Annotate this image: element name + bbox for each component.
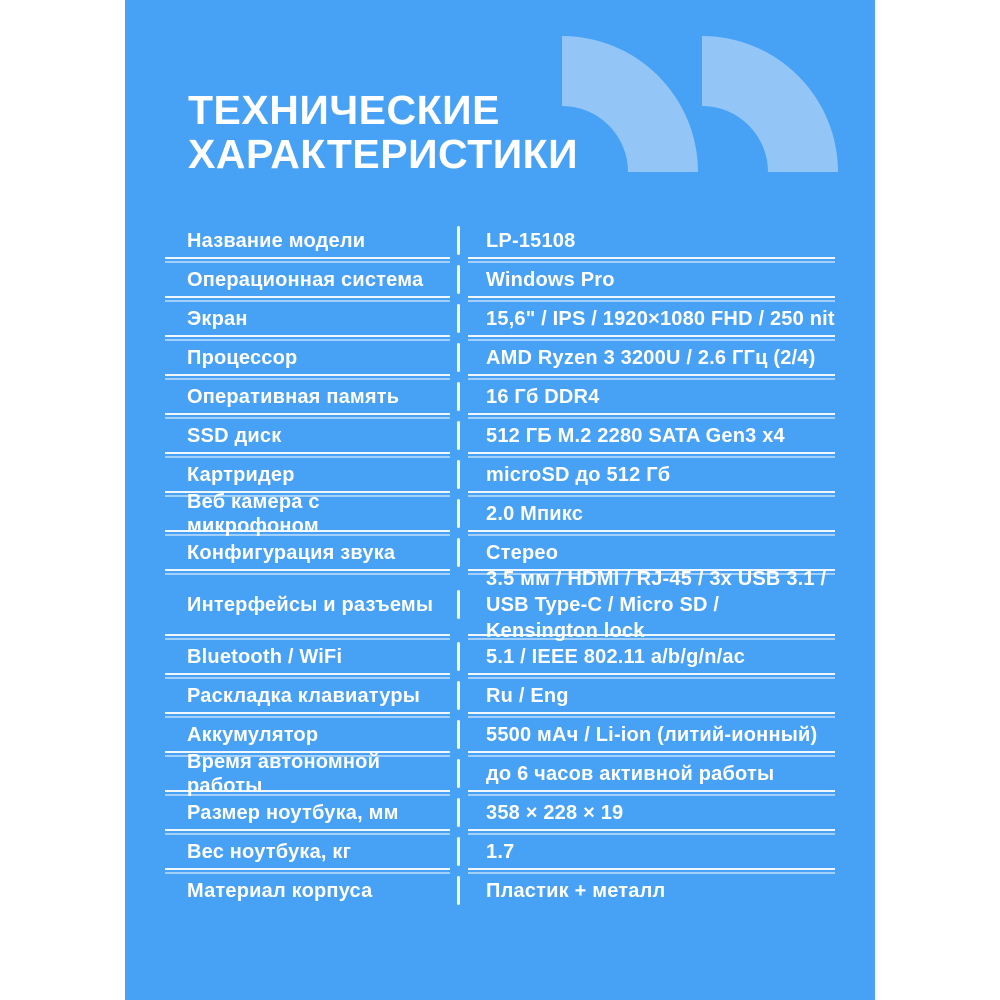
row-separator-right bbox=[468, 634, 835, 640]
spec-value: 16 Гб DDR4 bbox=[486, 385, 600, 408]
spec-label: Процессор bbox=[187, 346, 298, 369]
row-separator-left bbox=[165, 712, 450, 718]
spec-table bbox=[165, 224, 835, 907]
spec-label: SSD диск bbox=[187, 424, 282, 447]
row-separator-left bbox=[165, 335, 450, 341]
spec-value-line: 3.5 мм / HDMI / RJ-45 / 3x USB 3.1 / bbox=[486, 567, 827, 590]
row-separator bbox=[165, 530, 835, 536]
spec-value: 2.0 Мпикс bbox=[486, 502, 584, 525]
spec-row bbox=[165, 419, 835, 452]
row-separator-left bbox=[165, 790, 450, 796]
spec-value: 15,6" / IPS / 1920×1080 FHD / 250 nit bbox=[486, 307, 835, 330]
row-separator-right bbox=[468, 712, 835, 718]
page-title bbox=[188, 88, 578, 176]
quote-marks bbox=[562, 36, 838, 172]
row-separator-right bbox=[468, 413, 835, 419]
quote-quarter-arc-icon bbox=[702, 36, 838, 172]
spec-value: 5.1 / IEEE 802.11 a/b/g/n/ac bbox=[486, 645, 746, 668]
row-separator-right bbox=[468, 335, 835, 341]
row-separator bbox=[165, 673, 835, 679]
spec-value bbox=[460, 566, 835, 644]
row-separator-right bbox=[468, 491, 835, 497]
spec-value: 1.7 bbox=[486, 840, 515, 863]
row-separator-left bbox=[165, 374, 450, 380]
spec-value: microSD до 512 Гб bbox=[486, 463, 671, 486]
spec-label: Материал корпуса bbox=[187, 879, 373, 902]
spec-row bbox=[165, 835, 835, 868]
spec-label: Bluetooth / WiFi bbox=[187, 645, 343, 668]
row-separator-right bbox=[468, 673, 835, 679]
row-separator bbox=[165, 634, 835, 640]
quote-quarter-arc-icon bbox=[562, 36, 698, 172]
spec-row bbox=[165, 302, 835, 335]
row-separator bbox=[165, 868, 835, 874]
row-separator-left bbox=[165, 829, 450, 835]
spec-row bbox=[165, 490, 835, 537]
row-separator bbox=[165, 335, 835, 341]
row-separator-right bbox=[468, 751, 835, 757]
row-separator-right bbox=[468, 790, 835, 796]
row-separator-left bbox=[165, 868, 450, 874]
spec-row bbox=[165, 750, 835, 797]
spec-value: 512 ГБ M.2 2280 SATA Gen3 x4 bbox=[486, 424, 785, 447]
spec-label: Название модели bbox=[187, 229, 366, 252]
spec-row bbox=[165, 718, 835, 751]
page-title-line2: ХАРАКТЕРИСТИКИ bbox=[188, 131, 579, 177]
row-separator-left bbox=[165, 257, 450, 263]
row-separator-right bbox=[468, 296, 835, 302]
spec-row bbox=[165, 679, 835, 712]
row-separator bbox=[165, 296, 835, 302]
spec-row bbox=[165, 874, 835, 907]
spec-card bbox=[125, 0, 875, 1000]
spec-label: Интерфейсы и разъемы bbox=[187, 593, 434, 616]
spec-row bbox=[165, 458, 835, 491]
spec-value: 358 × 228 × 19 bbox=[486, 801, 624, 824]
spec-value: Пластик + металл bbox=[486, 879, 666, 902]
spec-label: Конфигурация звука bbox=[187, 541, 396, 564]
spec-label: Размер ноутбука, мм bbox=[187, 801, 399, 824]
spec-label: Аккумулятор bbox=[187, 723, 319, 746]
spec-value: до 6 часов активной работы bbox=[486, 762, 775, 785]
row-separator-left bbox=[165, 530, 450, 536]
row-separator-left bbox=[165, 452, 450, 458]
row-separator-right bbox=[468, 868, 835, 874]
row-separator-right bbox=[468, 374, 835, 380]
row-separator-right bbox=[468, 829, 835, 835]
spec-label: Экран bbox=[187, 307, 248, 330]
row-separator bbox=[165, 374, 835, 380]
row-separator-right bbox=[468, 452, 835, 458]
spec-value: Стерео bbox=[486, 541, 559, 564]
page-title-line1: ТЕХНИЧЕСКИЕ bbox=[188, 87, 500, 133]
spec-row bbox=[165, 640, 835, 673]
spec-row bbox=[165, 567, 835, 642]
row-separator-right bbox=[468, 530, 835, 536]
spec-row bbox=[165, 536, 835, 569]
spec-row bbox=[165, 380, 835, 413]
spec-label: Раскладка клавиатуры bbox=[187, 684, 421, 707]
spec-label: Операционная система bbox=[187, 268, 424, 291]
row-separator-right bbox=[468, 257, 835, 263]
row-separator bbox=[165, 257, 835, 263]
row-separator-left bbox=[165, 569, 450, 575]
spec-row bbox=[165, 224, 835, 257]
spec-row bbox=[165, 341, 835, 374]
spec-row bbox=[165, 263, 835, 296]
row-separator-left bbox=[165, 413, 450, 419]
spec-value: 5500 мАч / Li-ion (литий-ионный) bbox=[486, 723, 818, 746]
spec-value: LP-15108 bbox=[486, 229, 576, 252]
spec-value: Windows Pro bbox=[486, 268, 615, 291]
spec-value-line: USB Type-C / Micro SD / Kensington lock bbox=[486, 593, 720, 642]
spec-label: Оперативная память bbox=[187, 385, 400, 408]
spec-row bbox=[165, 796, 835, 829]
spec-value: AMD Ryzen 3 3200U / 2.6 ГГц (2/4) bbox=[486, 346, 816, 369]
row-separator-left bbox=[165, 296, 450, 302]
row-separator bbox=[165, 829, 835, 835]
spec-label: Веб камера с микрофоном bbox=[187, 490, 320, 537]
row-separator-left bbox=[165, 673, 450, 679]
row-separator bbox=[165, 790, 835, 796]
spec-label: Время автономной работы bbox=[187, 750, 381, 797]
row-separator bbox=[165, 712, 835, 718]
row-separator bbox=[165, 452, 835, 458]
spec-value: Ru / Eng bbox=[486, 684, 569, 707]
spec-label: Картридер bbox=[187, 463, 295, 486]
row-separator-left bbox=[165, 634, 450, 640]
row-separator bbox=[165, 413, 835, 419]
spec-label: Вес ноутбука, кг bbox=[187, 840, 352, 863]
